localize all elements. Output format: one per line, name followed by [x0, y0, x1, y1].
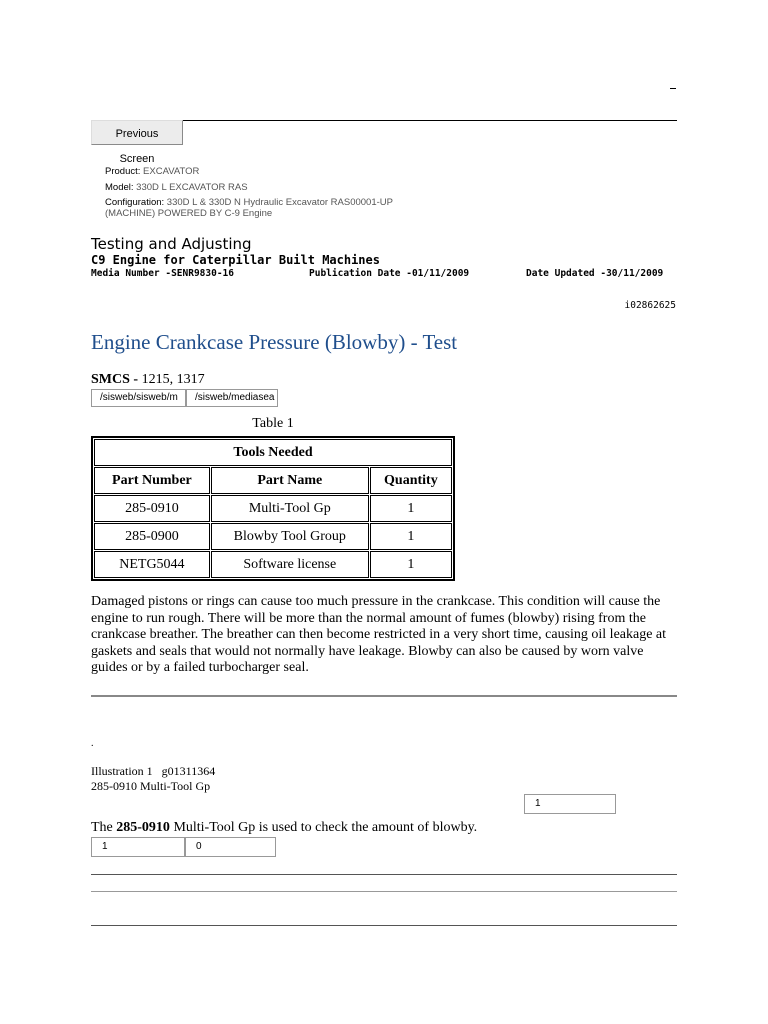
divider-1 [91, 874, 677, 875]
usage-part-number: 285-0910 [116, 820, 170, 835]
illustration-number: Illustration 1 [91, 764, 153, 778]
column-header: Part Number [94, 467, 210, 494]
illustration-caption: 285-0910 Multi-Tool Gp [91, 779, 211, 793]
part-number-cell: 285-0900 [94, 523, 210, 550]
quantity-cell: 1 [370, 495, 452, 522]
part-name-cell: Blowby Tool Group [211, 523, 369, 550]
date-updated: Date Updated -30/11/2009 [526, 268, 664, 279]
configuration-row [105, 197, 393, 208]
smcs-value: 1215, 1317 [141, 372, 205, 387]
document-id: i02862625 [624, 300, 676, 311]
part-number-cell: 285-0910 [94, 495, 210, 522]
table-row [94, 523, 452, 550]
section-heading: Testing and Adjusting [91, 235, 252, 253]
illustration-value-field[interactable]: 1 [524, 794, 616, 814]
configuration-value-line2: (MACHINE) POWERED BY C-9 Engine [105, 208, 273, 219]
illustration-id: g01311364 [161, 764, 216, 778]
configuration-label: Configuration: [105, 197, 165, 208]
smcs-line [91, 372, 205, 388]
table-row [94, 495, 452, 522]
path-field-2[interactable]: /sisweb/mediasea [186, 389, 278, 407]
previous-screen-button[interactable]: Previous Screen [91, 120, 183, 145]
product-label: Product: [105, 166, 141, 177]
model-value: 330D L EXCAVATOR RAS [136, 182, 248, 193]
document-subtitle: C9 Engine for Caterpillar Built Machines [91, 253, 380, 267]
table-row [94, 551, 452, 578]
product-row [105, 166, 199, 177]
usage-suffix: Multi-Tool Gp is used to check the amount of blowby. [169, 820, 478, 835]
top-dash [670, 88, 676, 89]
smcs-label: SMCS - [91, 372, 142, 387]
usage-value-field-2[interactable]: 0 [185, 837, 276, 857]
model-label: Model: [105, 182, 134, 193]
part-name-cell: Software license [211, 551, 369, 578]
section-divider [91, 695, 677, 697]
usage-value-field-1[interactable]: 1 [91, 837, 185, 857]
table-heading: Tools Needed [94, 439, 452, 466]
divider-2 [91, 891, 677, 892]
path-field-1[interactable]: /sisweb/sisweb/m [91, 389, 186, 407]
part-number-cell: NETG5044 [94, 551, 210, 578]
table-caption: Table 1 [252, 416, 294, 431]
quantity-cell: 1 [370, 551, 452, 578]
divider-3 [91, 925, 677, 926]
column-header: Part Name [211, 467, 369, 494]
tools-table [91, 436, 455, 581]
illustration-placeholder: . [91, 738, 94, 749]
top-divider [183, 120, 677, 121]
model-row [105, 182, 248, 193]
blowby-description: Damaged pistons or rings can cause too much pressure in the crankcase. This condition will cause the engine to run rough. There will be more than the normal amount of fumes (blowby) rising from the crankcase breather. The breather can then become restricted in a very short time, causing oil leakage at gaskets and seals that would not normally have leakage. Blowby can also be caused by worn valve guides or by a failed turbocharger seal. [91, 594, 667, 676]
quantity-cell: 1 [370, 523, 452, 550]
page-title: Engine Crankcase Pressure (Blowby) - Test [91, 330, 458, 354]
column-header: Quantity [370, 467, 452, 494]
configuration-value-line1: 330D L & 330D N Hydraulic Excavator RAS00001-UP [166, 197, 393, 208]
media-number: Media Number -SENR9830-16 [91, 268, 234, 279]
usage-sentence [91, 820, 477, 836]
illustration-label [91, 764, 215, 779]
configuration-row-2 [105, 208, 272, 219]
publication-date: Publication Date -01/11/2009 [309, 268, 470, 279]
product-value: EXCAVATOR [143, 166, 200, 177]
part-name-cell: Multi-Tool Gp [211, 495, 369, 522]
usage-prefix: The [91, 820, 117, 835]
